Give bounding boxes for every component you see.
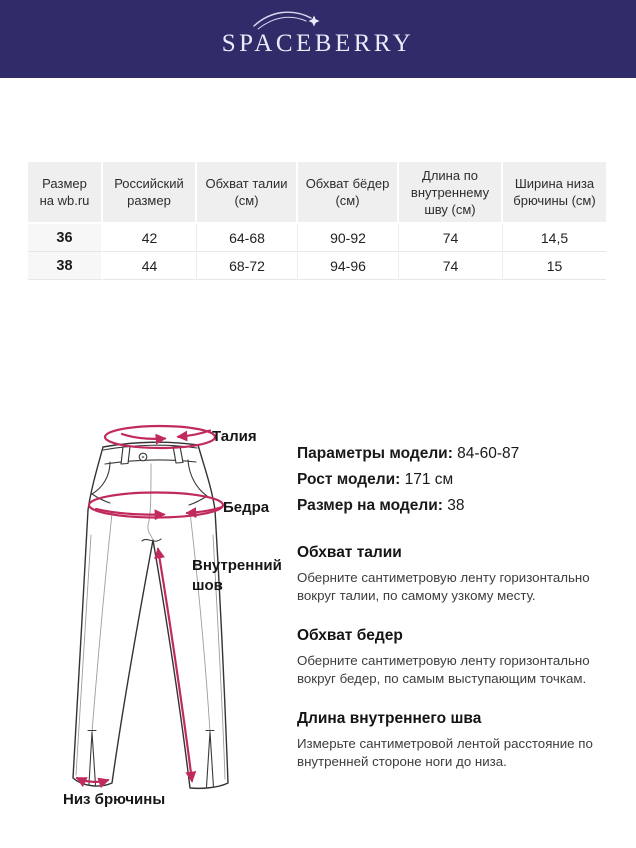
- section-hips: [297, 627, 629, 687]
- cell-leg-opening: 15: [503, 252, 606, 280]
- how-to-measure-sections: [297, 544, 629, 770]
- model-info: [297, 441, 629, 519]
- model-height-value: 171 см: [404, 471, 454, 488]
- cell-leg-opening: 14,5: [503, 224, 606, 252]
- section-hips-title: Обхват бедер: [297, 627, 403, 644]
- col-header-leg-opening: Ширина низа брючины (см): [503, 162, 606, 224]
- model-size-value: 38: [447, 497, 465, 514]
- col-header-wb-size: Размер на wb.ru: [28, 162, 103, 224]
- brand-logo: [222, 20, 414, 58]
- measurement-info-column: [297, 441, 629, 793]
- model-size-line: [297, 493, 629, 519]
- table-row: [28, 252, 606, 280]
- size-table-header-row: [28, 162, 606, 224]
- model-parameters-value: 84-60-87: [457, 445, 520, 462]
- section-inseam-text: Измерьте сантиметровой лентой расстояние по внутренней стороне ноги до низа.: [297, 736, 593, 769]
- cell-inseam: 74: [399, 252, 503, 280]
- section-waist: [297, 544, 629, 604]
- model-size-label: Размер на модели:: [297, 497, 443, 514]
- model-height-line: [297, 467, 629, 493]
- col-header-hips: Обхват бёдер (см): [298, 162, 399, 224]
- col-header-inseam: Длина по внутреннему шву (см): [399, 162, 503, 224]
- section-waist-title: Обхват талии: [297, 544, 402, 561]
- col-header-ru-size: Российский размер: [103, 162, 197, 224]
- shooting-star-icon: [250, 5, 328, 37]
- pants-diagram: [30, 415, 310, 835]
- cell-hips: 90-92: [298, 224, 399, 252]
- size-table: [28, 162, 606, 280]
- cell-wb-size: 36: [28, 224, 103, 252]
- label-hips: Бедра: [223, 499, 270, 516]
- section-inseam: [297, 710, 629, 770]
- section-inseam-title: Длина внутреннего шва: [297, 710, 482, 727]
- section-hips-text: Оберните сантиметровую ленту горизонтально вокруг бедер, по самым выступающим точкам.: [297, 653, 590, 686]
- model-parameters-line: [297, 441, 629, 467]
- section-waist-text: Оберните сантиметровую ленту горизонтально вокруг талии, по самому узкому месту.: [297, 570, 590, 603]
- label-inseam: Внутренний шов: [192, 557, 282, 594]
- label-leg-opening: Низ брючины: [63, 791, 166, 808]
- cell-waist: 68-72: [197, 252, 298, 280]
- cell-ru-size: 42: [103, 224, 197, 252]
- col-header-waist: Обхват талии (см): [197, 162, 298, 224]
- cell-hips: 94-96: [298, 252, 399, 280]
- cell-ru-size: 44: [103, 252, 197, 280]
- model-height-label: Рост модели:: [297, 471, 401, 488]
- label-waist: Талия: [212, 428, 257, 445]
- cell-inseam: 74: [399, 224, 503, 252]
- brand-header: [0, 0, 636, 78]
- cell-waist: 64-68: [197, 224, 298, 252]
- table-row: [28, 224, 606, 252]
- brand-logo-text: SPACEBERRY: [221, 30, 415, 57]
- cell-wb-size: 38: [28, 252, 103, 280]
- model-parameters-label: Параметры модели:: [297, 445, 453, 462]
